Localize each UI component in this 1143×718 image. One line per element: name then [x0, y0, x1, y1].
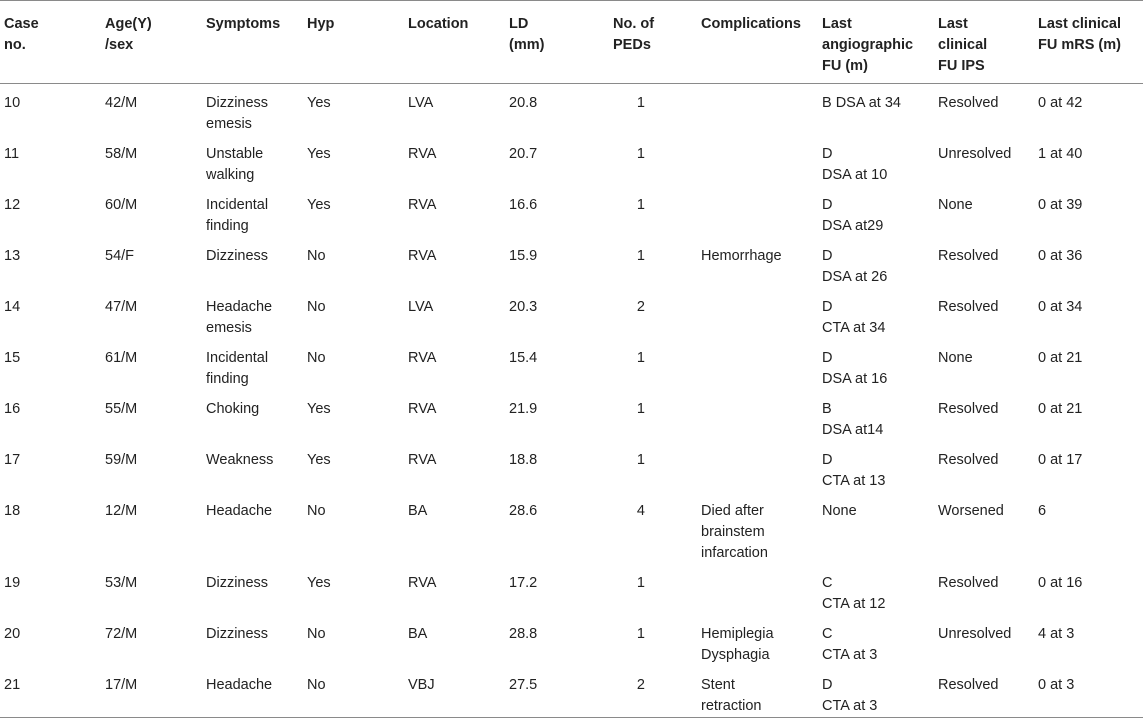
cell-ld: 21.9 — [509, 401, 538, 417]
cell-location: RVA — [408, 146, 437, 162]
cell-ld: 28.6 — [509, 503, 538, 519]
cell-no-of-peds: 1 — [636, 575, 645, 591]
table-row — [0, 237, 1143, 288]
cell-case-no: 15 — [4, 350, 21, 366]
cell-clinical-fu-ips: None — [938, 197, 973, 213]
cell-symptoms: Choking — [206, 401, 260, 417]
cell-angiographic-fu: C CTA at 12 — [822, 575, 886, 612]
cell-location: VBJ — [408, 677, 435, 693]
cell-angiographic-fu: D DSA at29 — [822, 197, 884, 234]
cell-case-no: 11 — [4, 146, 20, 162]
cell-angiographic-fu: D CTA at 13 — [822, 452, 886, 489]
cell-no-of-peds: 1 — [636, 146, 645, 162]
cell-clinical-fu-mrs: 0 at 39 — [1038, 197, 1083, 213]
cell-age-sex: 54/F — [105, 248, 135, 264]
cell-clinical-fu-ips: Worsened — [938, 503, 1004, 519]
cell-symptoms: Unstable walking — [206, 146, 264, 183]
cell-clinical-fu-ips: Resolved — [938, 401, 999, 417]
cell-angiographic-fu: None — [822, 503, 857, 519]
cell-ld: 17.2 — [509, 575, 538, 591]
header-age-sex: Age(Y) /sex — [105, 16, 152, 53]
cell-ld: 20.7 — [509, 146, 538, 162]
cell-ld: 18.8 — [509, 452, 538, 468]
cell-no-of-peds: 1 — [636, 350, 645, 366]
cell-clinical-fu-mrs: 0 at 21 — [1038, 401, 1083, 417]
cell-complications: Died after brainstem infarcation — [701, 503, 768, 561]
cell-case-no: 17 — [4, 452, 21, 468]
cell-symptoms: Headache — [206, 677, 273, 693]
cell-clinical-fu-ips: Resolved — [938, 95, 999, 111]
cell-complications — [697, 390, 818, 441]
cell-clinical-fu-ips: Resolved — [938, 248, 999, 264]
cell-angiographic-fu: D CTA at 3 — [822, 677, 878, 714]
cell-symptoms: Headache emesis — [206, 299, 273, 336]
cell-age-sex: 12/M — [105, 503, 138, 519]
cell-no-of-peds: 1 — [636, 248, 645, 264]
cell-clinical-fu-mrs: 1 at 40 — [1038, 146, 1083, 162]
table-row — [0, 615, 1143, 666]
cell-angiographic-fu: D DSA at 10 — [822, 146, 888, 183]
header-case-no: Case no. — [4, 16, 39, 53]
table-row — [0, 288, 1143, 339]
cell-no-of-peds: 1 — [636, 197, 645, 213]
header-angiographic-fu: Last angiographic FU (m) — [822, 16, 914, 74]
cell-ld: 28.8 — [509, 626, 538, 642]
cell-case-no: 16 — [4, 401, 21, 417]
header-no-of-peds: No. of PEDs — [613, 16, 655, 53]
cell-no-of-peds: 4 — [636, 503, 645, 519]
cell-hyp: No — [307, 503, 326, 519]
cell-symptoms: Incidental finding — [206, 197, 269, 234]
table-body — [0, 84, 1143, 718]
cell-no-of-peds: 1 — [636, 401, 645, 417]
cell-clinical-fu-mrs: 6 — [1038, 503, 1047, 519]
table-row — [0, 186, 1143, 237]
cell-age-sex: 60/M — [105, 197, 138, 213]
cell-age-sex: 53/M — [105, 575, 138, 591]
cell-age-sex: 47/M — [105, 299, 138, 315]
cell-complications — [697, 564, 818, 615]
cell-clinical-fu-mrs: 0 at 42 — [1038, 95, 1083, 111]
cell-clinical-fu-ips: Resolved — [938, 575, 999, 591]
table-row — [0, 390, 1143, 441]
cell-location: RVA — [408, 452, 437, 468]
cell-complications: Hemiplegia Dysphagia — [701, 626, 774, 663]
cell-clinical-fu-mrs: 0 at 21 — [1038, 350, 1083, 366]
table-row — [0, 84, 1143, 136]
cell-symptoms: Dizziness — [206, 248, 269, 264]
cell-angiographic-fu: C CTA at 3 — [822, 626, 878, 663]
cell-ld: 15.4 — [509, 350, 538, 366]
cell-clinical-fu-ips: Resolved — [938, 299, 999, 315]
cell-complications — [697, 288, 818, 339]
cell-complications — [697, 339, 818, 390]
table-row — [0, 339, 1143, 390]
cell-age-sex: 72/M — [105, 626, 138, 642]
cell-angiographic-fu: D DSA at 16 — [822, 350, 888, 387]
cell-hyp: Yes — [307, 401, 331, 417]
cell-clinical-fu-ips: Unresolved — [938, 626, 1012, 642]
cell-case-no: 20 — [4, 626, 21, 642]
cell-complications — [697, 441, 818, 492]
header-hyp: Hyp — [307, 16, 335, 32]
table-header — [0, 1, 1143, 84]
header-location: Location — [408, 16, 469, 32]
cell-age-sex: 42/M — [105, 95, 138, 111]
cell-clinical-fu-mrs: 0 at 36 — [1038, 248, 1083, 264]
cell-age-sex: 17/M — [105, 677, 138, 693]
cell-case-no: 10 — [4, 95, 21, 111]
cell-clinical-fu-ips: Resolved — [938, 677, 999, 693]
header-ld: LD (mm) — [509, 16, 545, 53]
cell-location: RVA — [408, 350, 437, 366]
cell-ld: 16.6 — [509, 197, 538, 213]
cell-case-no: 14 — [4, 299, 21, 315]
cell-hyp: Yes — [307, 575, 331, 591]
cell-symptoms: Dizziness — [206, 626, 269, 642]
cell-complications: Hemorrhage — [701, 248, 782, 264]
cell-angiographic-fu: B DSA at 34 — [822, 95, 901, 111]
cell-clinical-fu-ips: Unresolved — [938, 146, 1012, 162]
cell-location: RVA — [408, 401, 437, 417]
cell-hyp: No — [307, 350, 326, 366]
table-row — [0, 135, 1143, 186]
cell-location: BA — [408, 626, 428, 642]
table-row — [0, 666, 1143, 718]
cell-angiographic-fu: D CTA at 34 — [822, 299, 886, 336]
cell-symptoms: Headache — [206, 503, 273, 519]
cell-ld: 20.8 — [509, 95, 538, 111]
cell-age-sex: 59/M — [105, 452, 138, 468]
cell-location: RVA — [408, 197, 437, 213]
cell-location: RVA — [408, 248, 437, 264]
cell-location: BA — [408, 503, 428, 519]
cell-no-of-peds: 1 — [636, 95, 645, 111]
cell-clinical-fu-mrs: 0 at 17 — [1038, 452, 1083, 468]
cell-clinical-fu-ips: Resolved — [938, 452, 999, 468]
cell-location: LVA — [408, 299, 434, 315]
cell-clinical-fu-mrs: 0 at 34 — [1038, 299, 1083, 315]
header-complications: Complications — [701, 16, 801, 32]
cell-symptoms: Weakness — [206, 452, 274, 468]
cell-angiographic-fu: B DSA at14 — [822, 401, 884, 438]
header-clinical-fu-mrs: Last clinical FU mRS (m) — [1038, 16, 1122, 53]
cell-complications — [697, 84, 818, 136]
header-symptoms: Symptoms — [206, 16, 281, 32]
cell-case-no: 21 — [4, 677, 21, 693]
cell-hyp: Yes — [307, 146, 331, 162]
cell-age-sex: 58/M — [105, 146, 138, 162]
cell-complications: Stent retraction — [701, 677, 762, 714]
cell-case-no: 12 — [4, 197, 21, 213]
cell-hyp: No — [307, 677, 326, 693]
cell-symptoms: Incidental finding — [206, 350, 269, 387]
cell-no-of-peds: 2 — [636, 299, 645, 315]
cell-symptoms: Dizziness — [206, 575, 269, 591]
cell-case-no: 19 — [4, 575, 21, 591]
cell-hyp: No — [307, 626, 326, 642]
cell-angiographic-fu: D DSA at 26 — [822, 248, 888, 285]
cell-location: LVA — [408, 95, 434, 111]
cell-hyp: Yes — [307, 452, 331, 468]
header-row — [0, 1, 1143, 84]
cell-hyp: No — [307, 248, 326, 264]
table-row — [0, 441, 1143, 492]
cell-clinical-fu-mrs: 4 at 3 — [1038, 626, 1075, 642]
cell-age-sex: 61/M — [105, 350, 138, 366]
cell-complications — [697, 135, 818, 186]
cell-ld: 15.9 — [509, 248, 538, 264]
cell-hyp: Yes — [307, 95, 331, 111]
cell-symptoms: Dizziness emesis — [206, 95, 269, 132]
table-row — [0, 564, 1143, 615]
table-row — [0, 492, 1143, 564]
header-clinical-fu-ips: Last clinical FU IPS — [938, 16, 988, 74]
cell-complications — [697, 186, 818, 237]
cell-ld: 27.5 — [509, 677, 538, 693]
cell-clinical-fu-mrs: 0 at 3 — [1038, 677, 1075, 693]
cell-age-sex: 55/M — [105, 401, 138, 417]
cell-case-no: 13 — [4, 248, 21, 264]
cell-no-of-peds: 1 — [636, 626, 645, 642]
cell-no-of-peds: 2 — [636, 677, 645, 693]
cell-ld: 20.3 — [509, 299, 538, 315]
cell-case-no: 18 — [4, 503, 21, 519]
cell-location: RVA — [408, 575, 437, 591]
cell-clinical-fu-mrs: 0 at 16 — [1038, 575, 1083, 591]
cell-no-of-peds: 1 — [636, 452, 645, 468]
cell-hyp: No — [307, 299, 326, 315]
cell-hyp: Yes — [307, 197, 331, 213]
cell-clinical-fu-ips: None — [938, 350, 973, 366]
